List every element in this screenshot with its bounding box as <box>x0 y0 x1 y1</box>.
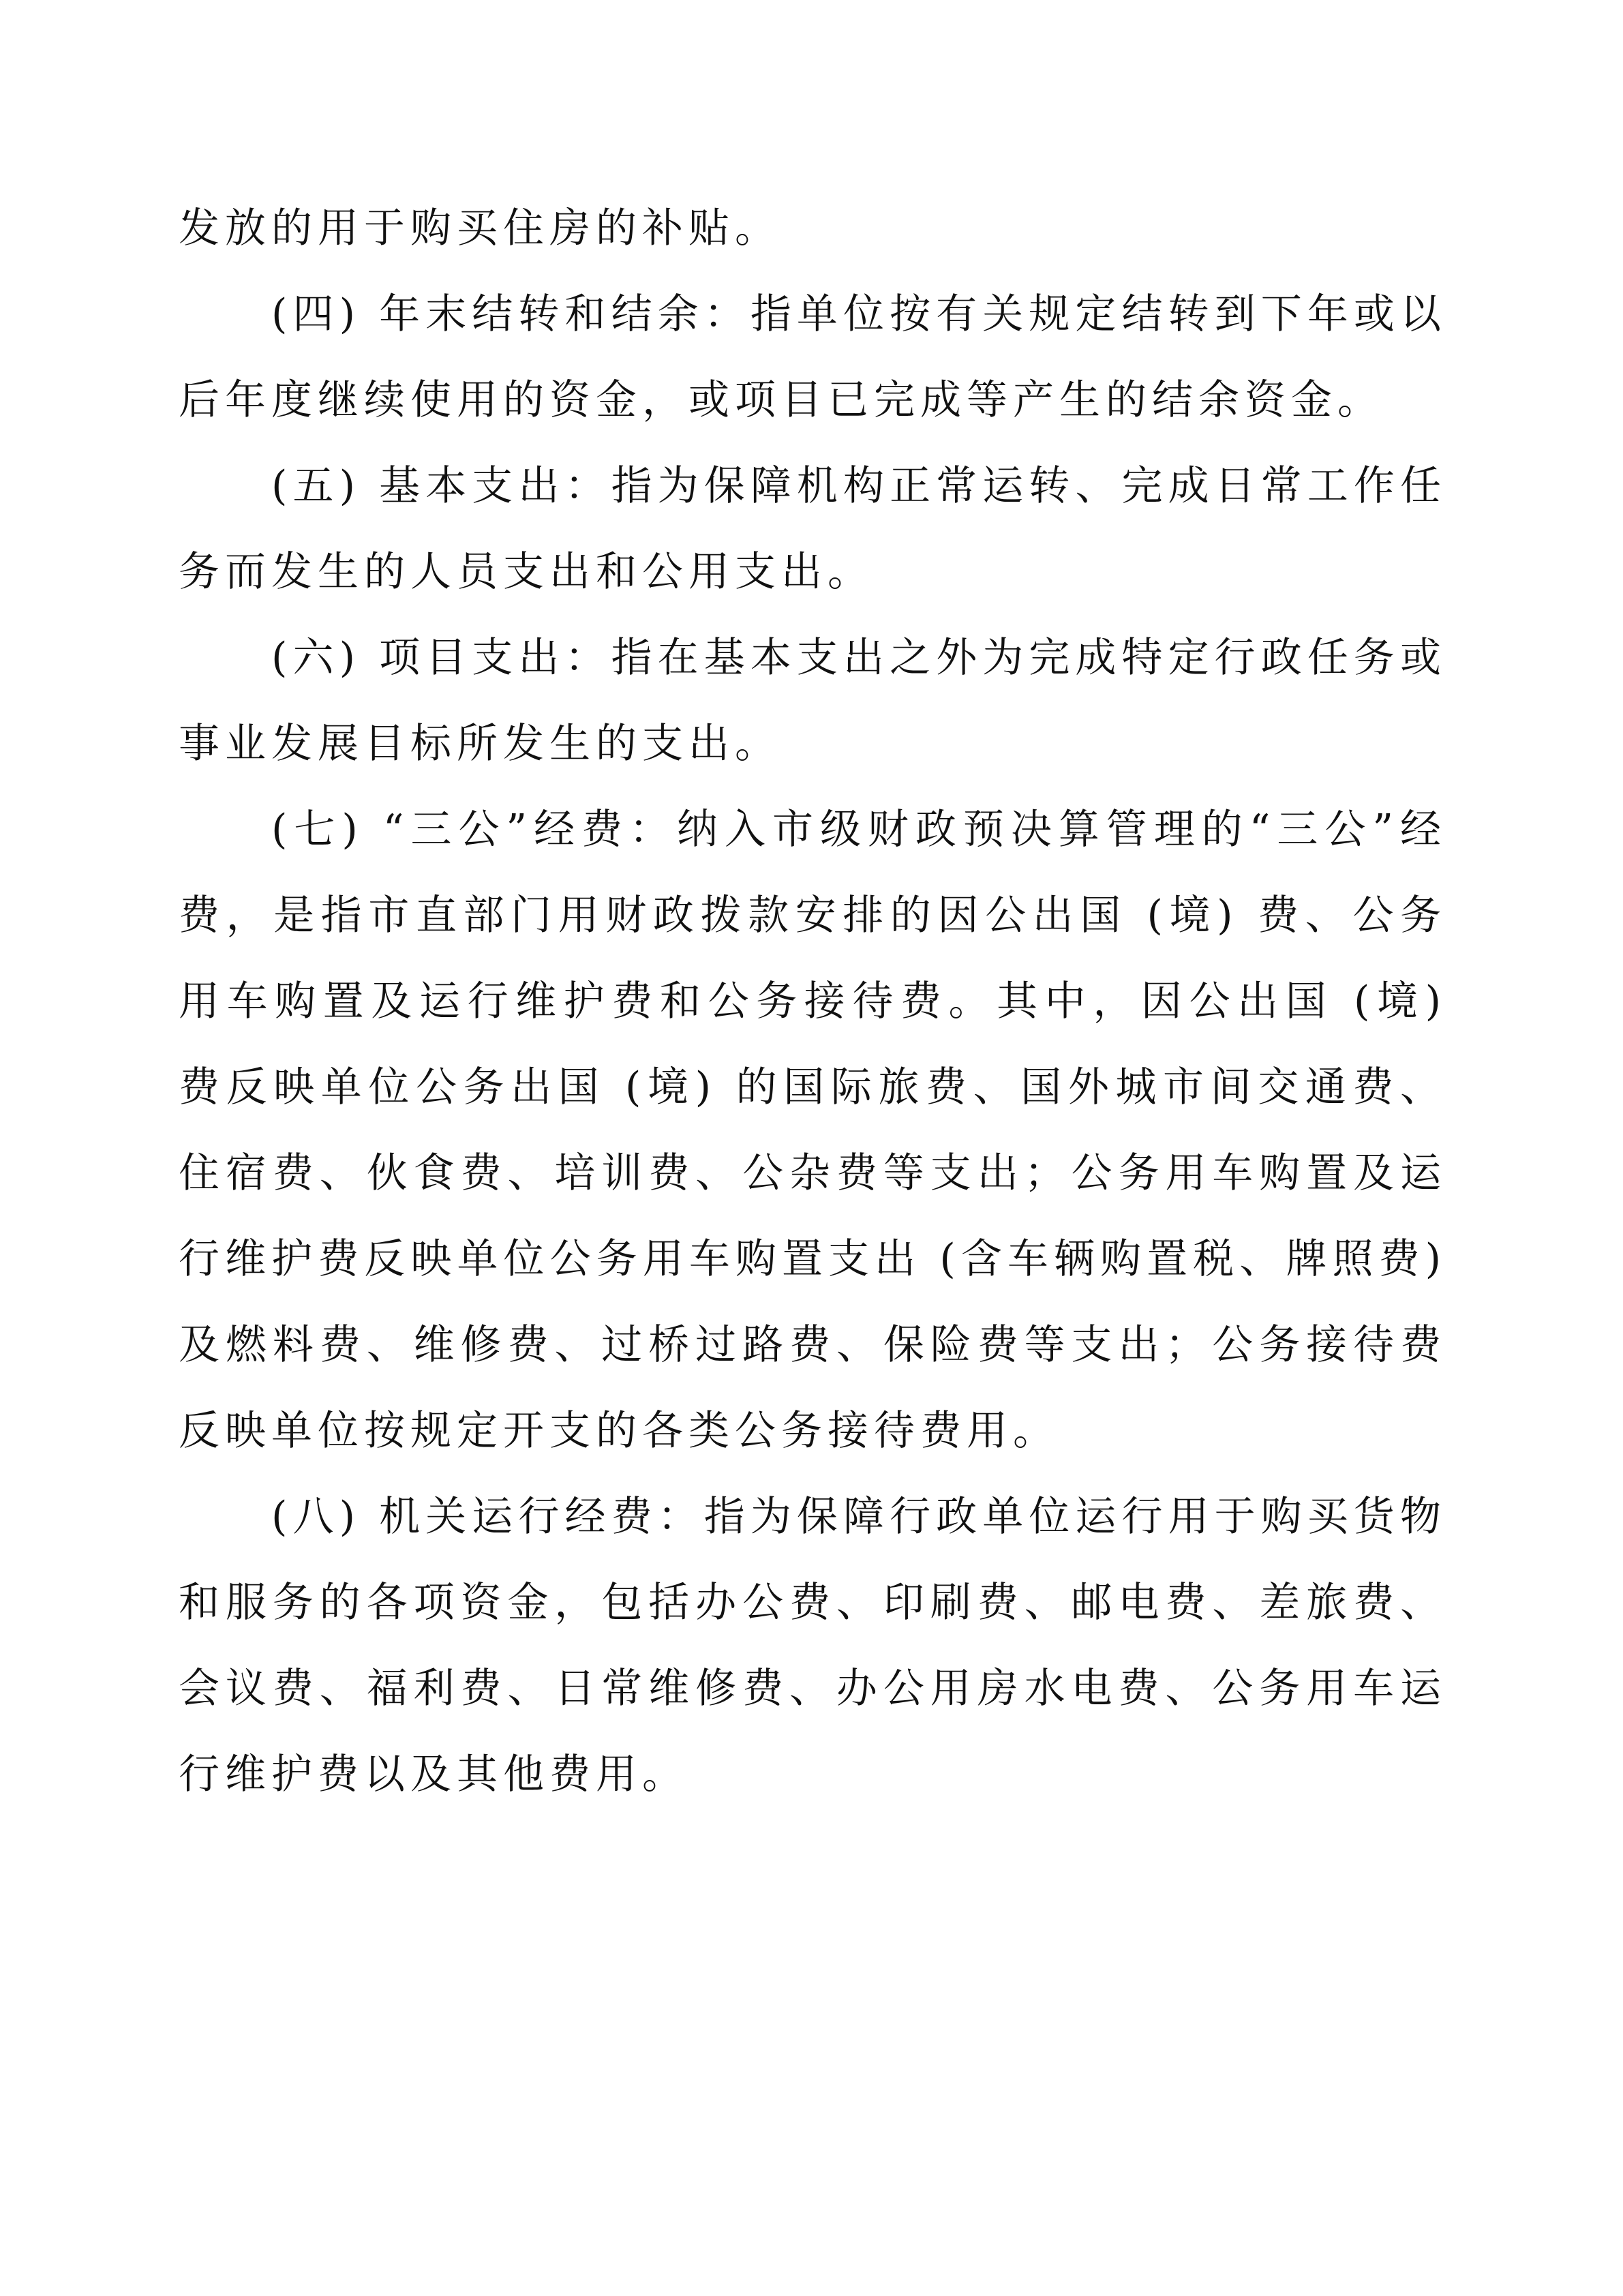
paragraph-continuation: 发放的用于购买住房的补贴。 <box>179 205 781 252</box>
paragraph-year-end-carryover: (四) 年末结转和结余：指单位按有关规定结转到下年或以后年度继续使用的资金，或项目已完成等产生的结余资金。 <box>179 290 1446 424</box>
paragraph-agency-operating-expenses: (八) 机关运行经费：指为保障行政单位运行用于购买货物和服务的各项资金，包括办公费、印刷费、邮电费、差旅费、会议费、福利费、日常维修费、办公用房水电费、公务用车运行维护费以及其他费用。 <box>179 1493 1446 1798</box>
paragraph-project-expenditure: (六) 项目支出：指在基本支出之外为完成特定行政任务或事业发展目标所发生的支出。 <box>179 634 1446 768</box>
paragraph-basic-expenditure: (五) 基本支出：指为保障机构正常运转、完成日常工作任务而发生的人员支出和公用支出。 <box>179 462 1446 596</box>
paragraph-three-public-expenses: (七) “三公”经费：纳入市级财政预决算管理的“三公”经费，是指市直部门用财政拨款安排的因公出国 (境) 费、公务用车购置及运行维护费和公务接待费。其中，因公出国 (境) 费反映单位公务出国 (境) 的国际旅费、国外城市间交通费、住宿费、伙食费、培训费、公杂费等支出；公务用车购置及运行维护费反映单位公务用车购置支出 (含车辆购置税、牌照费) 及燃料费、维修费、过桥过路费、保险费等支出；公务接待费反映单位按规定开支的各类公务接待费用。 <box>179 806 1446 1455</box>
body-text <box>179 185 1446 1817</box>
